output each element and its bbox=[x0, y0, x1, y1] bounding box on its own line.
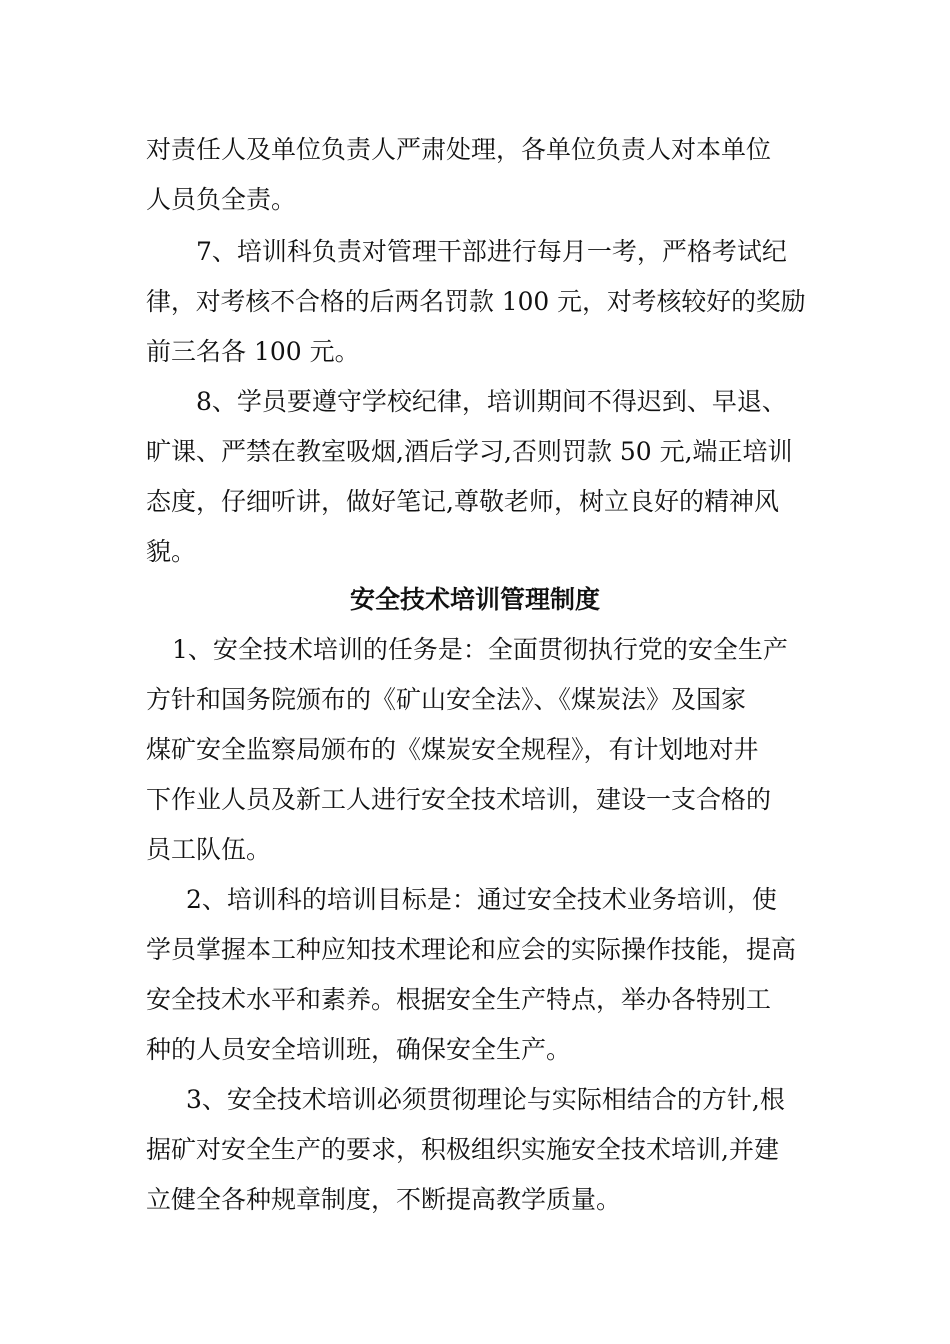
paragraph-line: 方针和国务院颁布的《矿山安全法》、《煤炭法》及国家 bbox=[146, 685, 747, 714]
paragraph-line: 学员掌握本工种应知技术理论和应会的实际操作技能，提高 bbox=[146, 935, 797, 964]
paragraph-line: 8、学员要遵守学校纪律，培训期间不得迟到、早退、 bbox=[196, 387, 787, 416]
paragraph-line: 态度，仔细听讲，做好笔记,尊敬老师，树立良好的精神风 bbox=[146, 487, 779, 516]
paragraph-line: 貌。 bbox=[146, 537, 197, 566]
paragraph-line: 对责任人及单位负责人严肃处理，各单位负责人对本单位 bbox=[146, 135, 772, 164]
paragraph-line: 下作业人员及新工人进行安全技术培训，建设一支合格的 bbox=[146, 785, 772, 814]
paragraph-line: 旷课、严禁在教室吸烟,酒后学习,否则罚款 50 元,端正培训 bbox=[146, 437, 793, 466]
paragraph-line: 人员负全责。 bbox=[146, 185, 297, 214]
paragraph-line: 2、培训科的培训目标是：通过安全技术业务培训，使 bbox=[186, 885, 777, 914]
paragraph-line: 员工队伍。 bbox=[146, 835, 272, 864]
paragraph-line: 立健全各种规章制度，不断提高教学质量。 bbox=[146, 1185, 622, 1214]
section-title: 安全技术培训管理制度 bbox=[349, 585, 600, 614]
paragraph-line: 3、安全技术培训必须贯彻理论与实际相结合的方针,根 bbox=[186, 1085, 785, 1114]
paragraph-line: 7、培训科负责对管理干部进行每月一考，严格考试纪 bbox=[196, 237, 787, 266]
paragraph-line: 种的人员安全培训班，确保安全生产。 bbox=[146, 1035, 572, 1064]
paragraph-line: 据矿对安全生产的要求，积极组织实施安全技术培训,并建 bbox=[146, 1135, 779, 1164]
paragraph-line: 安全技术水平和素养。根据安全生产特点，举办各特别工 bbox=[146, 985, 772, 1014]
paragraph-line: 前三名各 100 元。 bbox=[146, 337, 360, 366]
paragraph-line: 煤矿安全监察局颁布的《煤炭安全规程》，有计划地对井 bbox=[146, 735, 759, 764]
paragraph-line: 1、安全技术培训的任务是：全面贯彻执行党的安全生产 bbox=[172, 635, 788, 664]
paragraph-line: 律，对考核不合格的后两名罚款 100 元，对考核较好的奖励 bbox=[146, 287, 806, 316]
